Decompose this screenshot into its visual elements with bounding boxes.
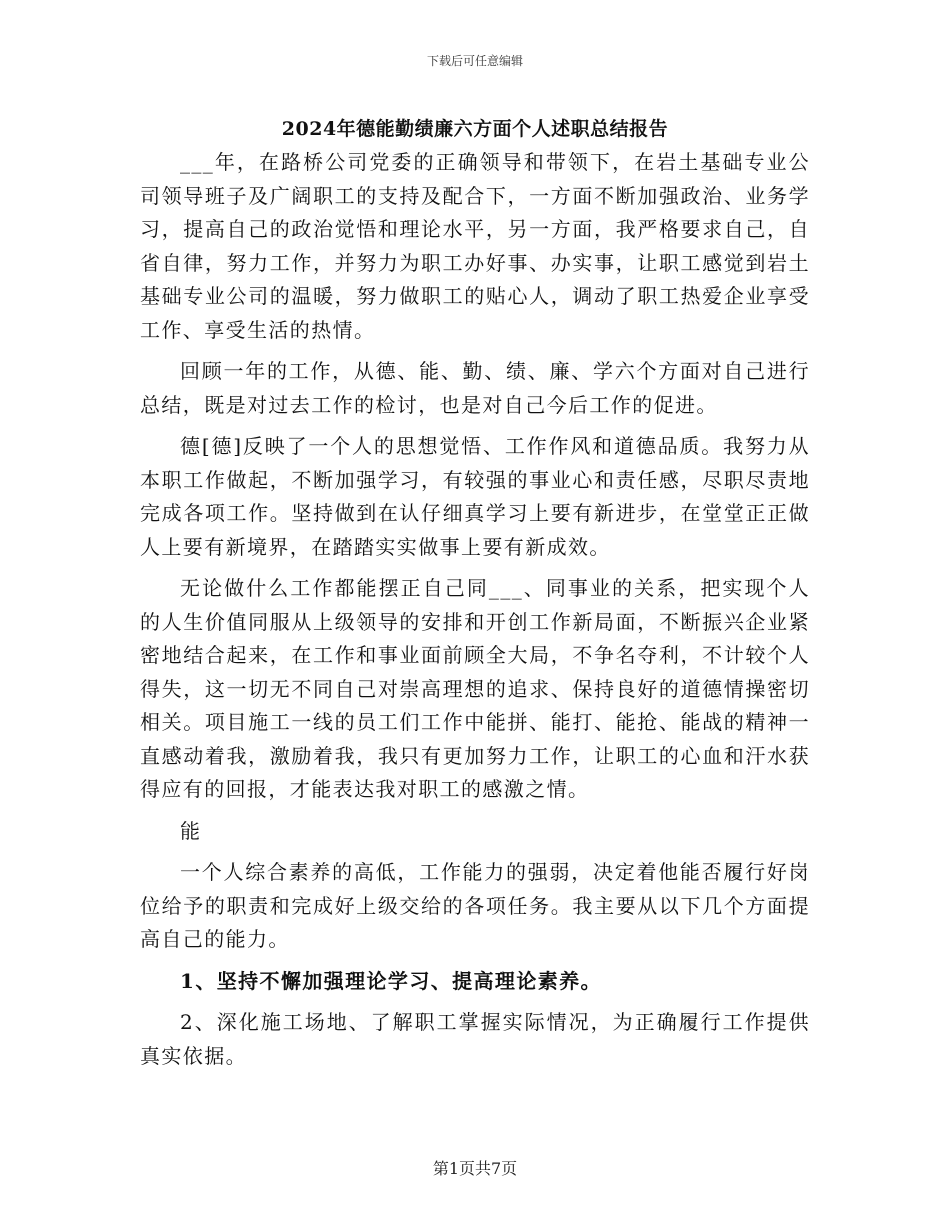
paragraph-virtue: 德[德]反映了一个人的思想觉悟、工作作风和道德品质。我努力从本职工作做起，不断加强学习，有较强的事业心和责任感，尽职尽责地完成各项工作。坚持做到在认仔细真学习上要有新进步，在堂堂正正做人上要有新境界，在踏踏实实做事上要有新成效。 (140, 434, 810, 559)
document-body (140, 146, 810, 1081)
header-note: 下载后可任意编辑 (426, 54, 523, 68)
paragraph-attitude: 无论做什么工作都能摆正自己同___、同事业的关系，把实现个人的人生价值同服从上级领导的安排和开创工作新局面，不断振兴企业紧密地结合起来，在工作和事业面前顾全大局，不争名夺利，不计较个人得失，这一切无不同自己对崇高理想的追求、保持良好的道德情操密切相关。项目施工一线的员工们工作中能拼、能打、能抢、能战的精神一直感动着我，激励着我，我只有更加努力工作，让职工的心血和汗水获得应有的回报，才能表达我对职工的感激之情。 (140, 576, 810, 801)
page-number: 第1页共7页 (432, 1159, 518, 1178)
paragraph-intro: ___年，在路桥公司党委的正确领导和带领下，在岩土基础专业公司领导班子及广阔职工的支持及配合下，一方面不断加强政治、业务学习，提高自己的政治觉悟和理论水平，另一方面，我严格要求自己，自省自律，努力工作，并努力为职工办好事、办实事，让职工感觉到岩土基础专业公司的温暖，努力做职工的贴心人，调动了职工热爱企业享受工作、享受生活的热情。 (140, 150, 810, 342)
paragraph-ability: 一个人综合素养的高低，工作能力的强弱，决定着他能否履行好岗位给予的职责和完成好上级交给的各项任务。我主要从以下几个方面提高自己的能力。 (140, 860, 810, 951)
paragraph-review: 回顾一年的工作，从德、能、勤、绩、廉、学六个方面对自己进行总结，既是对过去工作的检讨，也是对自己今后工作的促进。 (140, 359, 810, 417)
list-item-theory-study: 1、坚持不懈加强理论学习、提高理论素养。 (180, 968, 602, 993)
section-heading-ability: 能 (180, 818, 202, 843)
page-title: 2024年德能勤绩廉六方面个人述职总结报告 (281, 118, 669, 140)
list-item-site-visit: 2、深化施工场地、了解职工掌握实际情况，为正确履行工作提供真实依据。 (140, 1010, 810, 1068)
